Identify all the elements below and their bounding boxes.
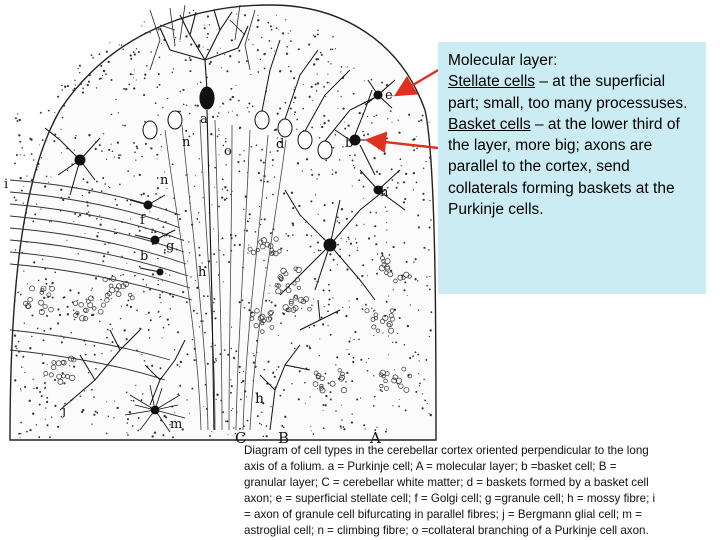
label-h: h	[255, 391, 265, 407]
label-i: i	[4, 177, 9, 192]
label-h: h	[198, 265, 207, 280]
label-h: h	[380, 185, 389, 200]
label-b: b	[345, 136, 354, 151]
caption-line: astroglial cell; n = climbing fibre; o =collateral branching of a Purkinje cell axon.	[244, 524, 649, 538]
stellate-cells-text: – at the superficial part; small, too many processuses.	[448, 73, 688, 112]
label-n: n	[160, 173, 169, 188]
figure-caption	[244, 443, 710, 540]
label-b: b	[140, 249, 149, 264]
caption-line: axon; e = superficial stellate cell; f = Golgi cell; g =granule cell; h = mossy fibre; i	[244, 492, 656, 506]
label-g: g	[166, 239, 175, 254]
stellate-cells-term: Stellate cells	[448, 73, 536, 91]
caption-line: granular layer; C = cerebellar white matter; d = baskets formed by a basket cell	[244, 476, 649, 490]
callout-heading: Molecular layer:	[448, 52, 558, 69]
molecular-layer-callout	[438, 42, 706, 294]
caption-line: = axon of granule cell bifurcating in parallel fibres; j = Bergmann glial cell; m =	[244, 508, 642, 522]
label-d: d	[276, 137, 285, 152]
basket-cells-text: – at the lower third of the layer, more big; axons are parallel to the cortex, send collaterals forming baskets at the Purkinje cells.	[448, 115, 680, 219]
label-j: j	[62, 404, 67, 419]
label-a: a	[200, 112, 208, 127]
label-B: B	[278, 429, 290, 447]
folium-outline	[10, 5, 436, 440]
label-e: e	[385, 88, 393, 103]
caption-line: Diagram of cell types in the cerebellar cortex oriented perpendicular to the long	[244, 444, 649, 457]
basket-cells-term: Basket cells	[448, 115, 531, 133]
label-m: m	[170, 417, 183, 432]
caption-line: axis of a folium. a = Purkinje cell; A = molecular layer; b =basket cell; B =	[244, 460, 617, 474]
label-f: f	[140, 213, 145, 228]
label-A: A	[370, 429, 381, 447]
label-C: C	[235, 429, 247, 447]
label-n: n	[182, 135, 191, 150]
label-o: o	[224, 144, 232, 159]
